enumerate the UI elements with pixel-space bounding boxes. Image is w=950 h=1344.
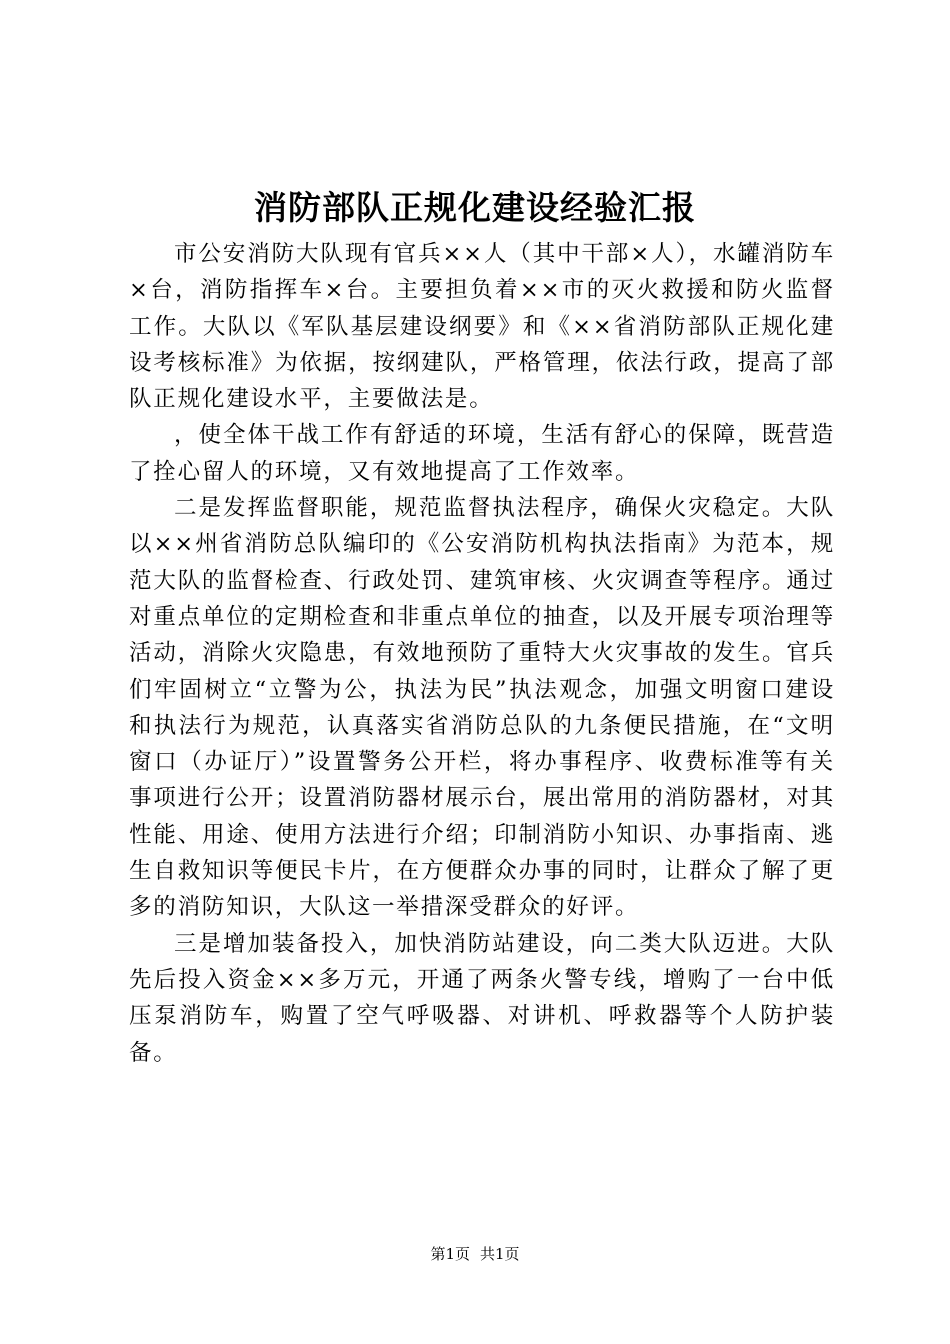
page-number: 第1页 xyxy=(430,1245,470,1263)
document-body xyxy=(129,236,835,1071)
paragraph-intro: 市公安消防大队现有官兵××人（其中干部×人），水罐消防车×台，消防指挥车×台。主要担负着××市的灭火救援和防火监督工作。大队以《军队基层建设纲要》和《××省消防部队正规化建设考核标准》为依据，按纲建队，严格管理，依法行政，提高了部队正规化建设水平，主要做法是。 xyxy=(129,241,835,413)
page-total: 共1页 xyxy=(480,1245,520,1263)
paragraph-equipment: 三是增加装备投入，加快消防站建设，向二类大队迈进。大队先后投入资金××多万元，开通了两条火警专线，增购了一台中低压泵消防车，购置了空气呼吸器、对讲机、呼救器等个人防护装备。 xyxy=(129,930,835,1066)
paragraph-environment: ，使全体干战工作有舒适的环境，生活有舒心的保障，既营造了拴心留人的环境，又有效地提高了工作效率。 xyxy=(129,422,835,485)
paragraph-supervision: 二是发挥监督职能，规范监督执法程序，确保火灾稳定。大队以××州省消防总队编印的《公安消防机构执法指南》为范本，规范大队的监督检查、行政处罚、建筑审核、火灾调查等程序。通过对重点单位的定期检查和非重点单位的抽查，以及开展专项治理等活动，消除火灾隐患，有效地预防了重特大火灾事故的发生。官兵们牢固树立“立警为公，执法为民”执法观念，加强文明窗口建设和执法行为规范，认真落实省消防总队的九条便民措施，在“文明窗口（办证厅）”设置警务公开栏，将办事程序、收费标准等有关事项进行公开；设置消防器材展示台，展出常用的消防器材，对其性能、用途、使用方法进行介绍；印制消防小知识、办事指南、逃生自救知识等便民卡片，在方便群众办事的同时，让群众了解了更多的消防知识，大队这一举措深受群众的好评。 xyxy=(129,495,835,921)
document-title: 消防部队正规化建设经验汇报 xyxy=(254,188,696,227)
page-footer xyxy=(0,1244,950,1264)
